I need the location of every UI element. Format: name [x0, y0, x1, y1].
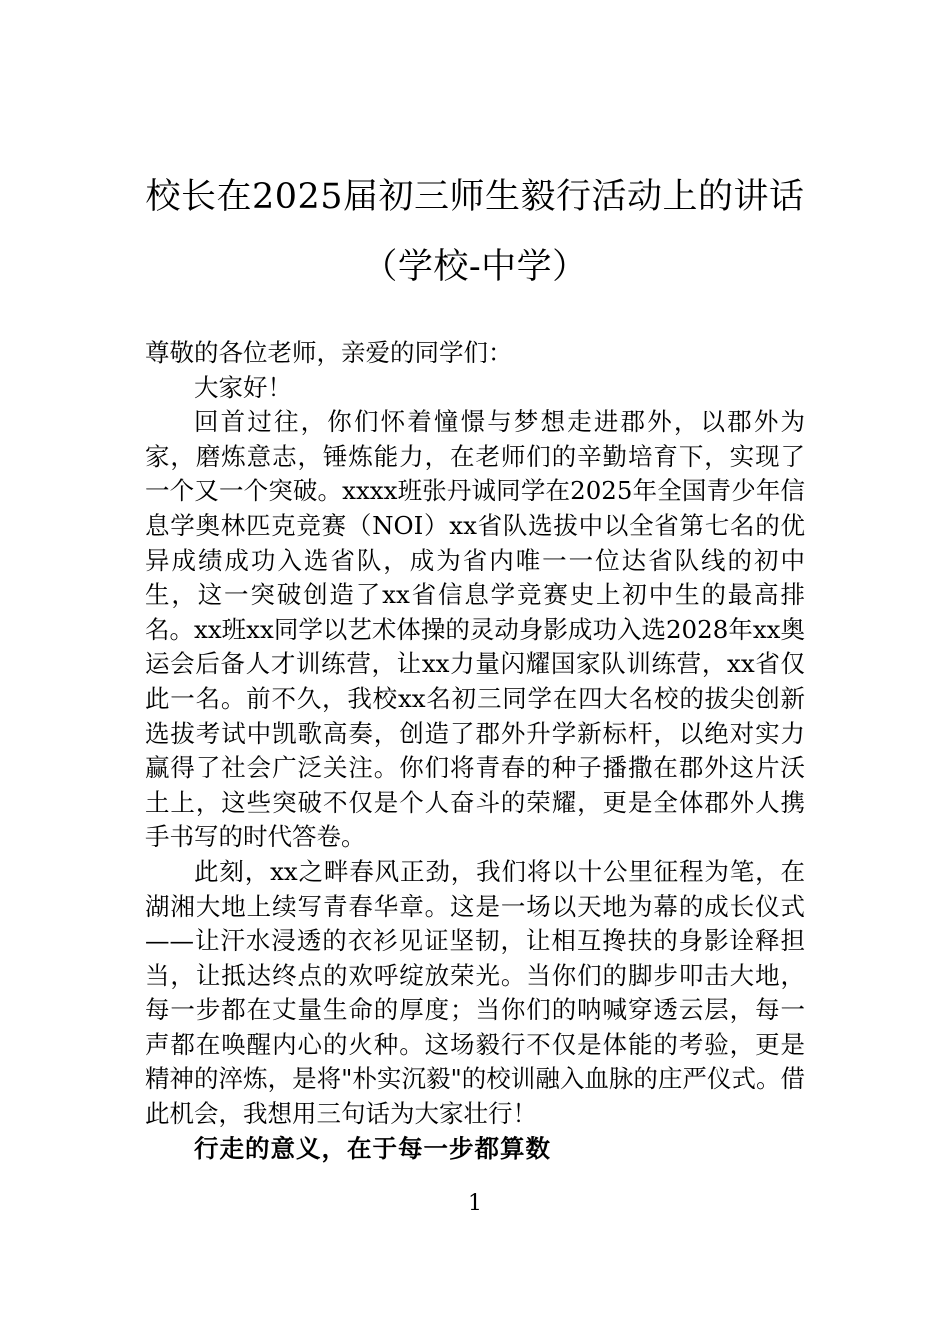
salutation: 大家好！	[194, 372, 292, 402]
greeting: 尊敬的各位老师，亲爱的同学们：	[145, 338, 513, 367]
paragraph: 回首过往，你们怀着憧憬与梦想走进郡外，以郡外为家，磨炼意志，锤炼能力，在老师们的辛勤培育下，实现了一个又一个突破。xxxx班张丹诚同学在2025年全国青少年信息学奥林匹克竞赛（NOI）xx省队选拔中以全省第七名的优异成绩成功入选省队，成为省内唯一一位达省队线的初中生，这一突破创造了xx省信息学竞赛史上初中生的最高排名。xx班xx同学以艺术体操的灵动身影成功入选2028年xx奥运会后备人才训练营，让xx力量闪耀国家队训练营，xx省仅此一名。前不久，我校xx名初三同学在四大名校的拔尖创新选拔考试中凯歌高奏，创造了郡外升学新标杆，以绝对实力赢得了社会广泛关注。你们将青春的种子播撒在郡外这片沃土上，这些突破不仅是个人奋斗的荣耀，更是全体郡外人携手书写的时代答卷。	[145, 407, 805, 852]
section-heading: 行走的意义，在于每一步都算数	[194, 1133, 551, 1163]
page-number: 1	[468, 1191, 482, 1216]
paragraph: 此刻，xx之畔春风正劲，我们将以十公里征程为笔，在湖湘大地上续写青春华章。这是一场以天地为幕的成长仪式——让汗水浸透的衣衫见证坚韧，让相互搀扶的身影诠释担当，让抵达终点的欢呼绽放荣光。当你们的脚步叩击大地，每一步都在丈量生命的厚度；当你们的呐喊穿透云层，每一声都在唤醒内心的火种。这场毅行不仅是体能的考验，更是精神的淬炼，是将"朴实沉毅"的校训融入血脉的庄严仪式。借此机会，我想用三句话为大家壮行！	[145, 856, 805, 1129]
document-title: 校长在2025届初三师生毅行活动上的讲话	[145, 177, 805, 217]
document-subtitle: （学校-中学）	[362, 247, 588, 287]
document-body	[145, 336, 805, 1166]
